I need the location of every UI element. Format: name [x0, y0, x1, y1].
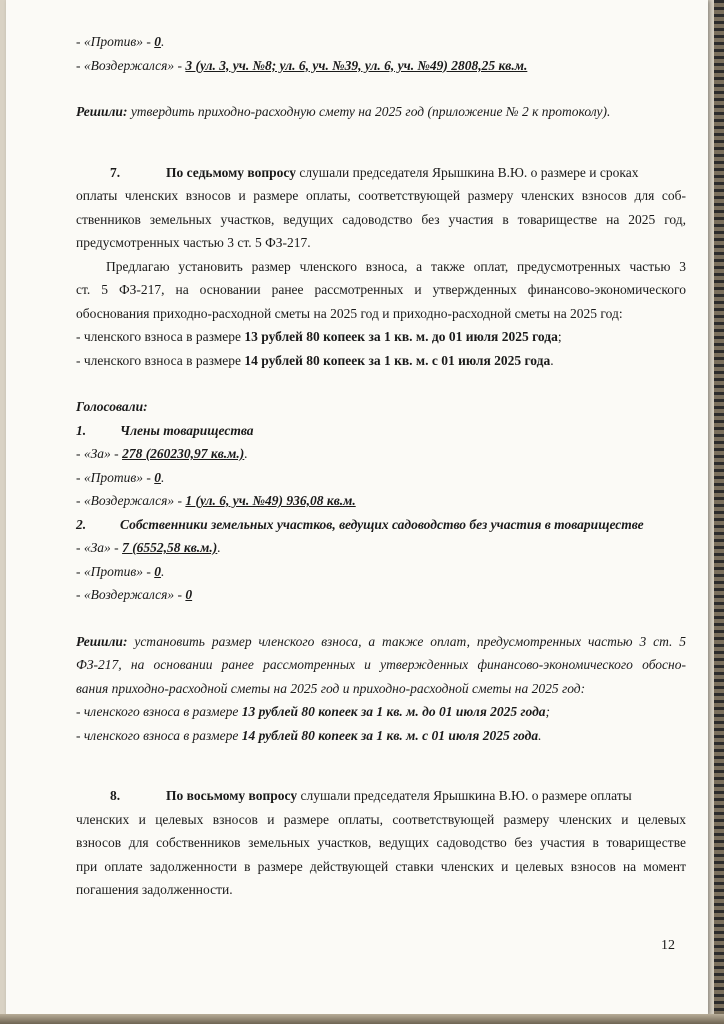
- q7-proposal-line: Предлагаю установить размер членского взноса, а также оплат, предусмотренных частью 3: [106, 258, 686, 274]
- q8-text-line: членских и целевых взносов и размере оплаты, соответствующей размеру членских и целевых: [76, 811, 686, 827]
- vote-against-value: 0: [154, 34, 161, 49]
- decision-line: Решили: утвердить приходно-расходную смету на 2025 год (приложение № 2 к протоколу).: [76, 104, 611, 119]
- q7-text-line: ственников земельных участков, ведущих садоводство без участия в товариществе на 2025 год,: [76, 211, 686, 227]
- voting-title: Голосовали:: [76, 399, 148, 414]
- vote-abstain-line: - «Воздержался» - 1 (ул. 6, уч. №49) 936,08 кв.м.: [76, 493, 356, 508]
- q7-text-line: предусмотренных частью 3 ст. 5 ФЗ-217.: [76, 235, 311, 250]
- vote-abstain-line: - «Воздержался» - 0: [76, 587, 193, 602]
- vote-against-line: - «Против» - 0.: [76, 469, 165, 485]
- voting-group-members: 1. Члены товарищества: [76, 422, 254, 438]
- q8-heading-line: 8. По восьмому вопросу слушали председателя Ярышкина В.Ю. о размере оплаты: [76, 784, 686, 808]
- q7-heading: По седьмому вопросу: [166, 164, 296, 180]
- vote-abstain-value: 3 (ул. 3, уч. №8; ул. 6, уч. №39, ул. 6, уч. №49) 2808,25 кв.м.: [185, 57, 528, 73]
- q7-proposal-line: обоснования приходно-расходной сметы на 2025 год и приходно-расходной сметы на 2025 год:: [76, 305, 623, 321]
- page-content: [76, 30, 686, 902]
- page-bottom-edge: [0, 1014, 724, 1024]
- page-number: 12: [661, 938, 675, 953]
- q7-number: 7.: [110, 164, 121, 180]
- decision7-line: вания приходно-расходной сметы на 2025 год и приходно-расходной сметы на 2025 год:: [76, 680, 586, 696]
- q8-text-line: взносов для собственников земельных участков, ведущих садоводство без участия в товариществе: [76, 835, 686, 850]
- vote-for-line: - «За» - 278 (260230,97 кв.м.).: [76, 446, 248, 461]
- page-stack-edge: [714, 0, 724, 1024]
- decision7-fee-line: - членского взноса в размере 14 рублей 80 копеек за 1 кв. м. с 01 июля 2025 года.: [76, 727, 542, 743]
- q7-text-line: оплаты членских взносов и размере оплаты, соответствующей размеру членских взносов для соб-: [76, 188, 686, 203]
- decision7-fee-line: - членского взноса в размере 13 рублей 80 копеек за 1 кв. м. до 01 июля 2025 года;: [76, 704, 551, 719]
- decision-label: Решили:: [76, 633, 128, 649]
- voting-group-owners: 2. Собственники земельных участков, ведущих садоводство без участия в товариществе: [76, 516, 644, 532]
- vote-for-line: - «За» - 7 (6552,58 кв.м.).: [76, 540, 221, 555]
- decision7-line: Решили: установить размер членского взноса, а также оплат, предусмотренных частью 3 ст. 5: [76, 633, 686, 649]
- q7-proposal-line: ст. 5 ФЗ-217, на основании ранее рассмотренных и утвержденных финансово-экономического: [76, 282, 686, 297]
- q8-heading: По восьмому вопросу: [166, 788, 298, 803]
- vote-against-line: - «Против» - 0.: [76, 563, 165, 579]
- decision7-line: ФЗ-217, на основании ранее рассмотренных и утвержденных финансово-экономического обосно-: [76, 657, 686, 672]
- q7-heading-line: 7. По седьмому вопросу слушали председателя Ярышкина В.Ю. о размере и сроках: [76, 161, 686, 185]
- q7-fee-line: - членского взноса в размере 13 рублей 80 копеек за 1 кв. м. до 01 июля 2025 года;: [76, 329, 562, 344]
- q8-text-line: при оплате задолженности в размере действующей ставки членских и целевых взносов на момент: [76, 858, 686, 874]
- q8-text-line: погашения задолженности.: [76, 882, 233, 897]
- decision-label: Решили:: [76, 104, 128, 119]
- vote-abstain-line: - «Воздержался» - 3 (ул. 3, уч. №8; ул. 6, уч. №39, ул. 6, уч. №49) 2808,25 кв.м.: [76, 57, 528, 73]
- document-page: [6, 0, 708, 1016]
- q8-number: 8.: [110, 788, 121, 803]
- vote-against-line: - «Против» - 0.: [76, 34, 165, 49]
- q7-fee-line: - членского взноса в размере 14 рублей 80 копеек за 1 кв. м. с 01 июля 2025 года.: [76, 352, 554, 368]
